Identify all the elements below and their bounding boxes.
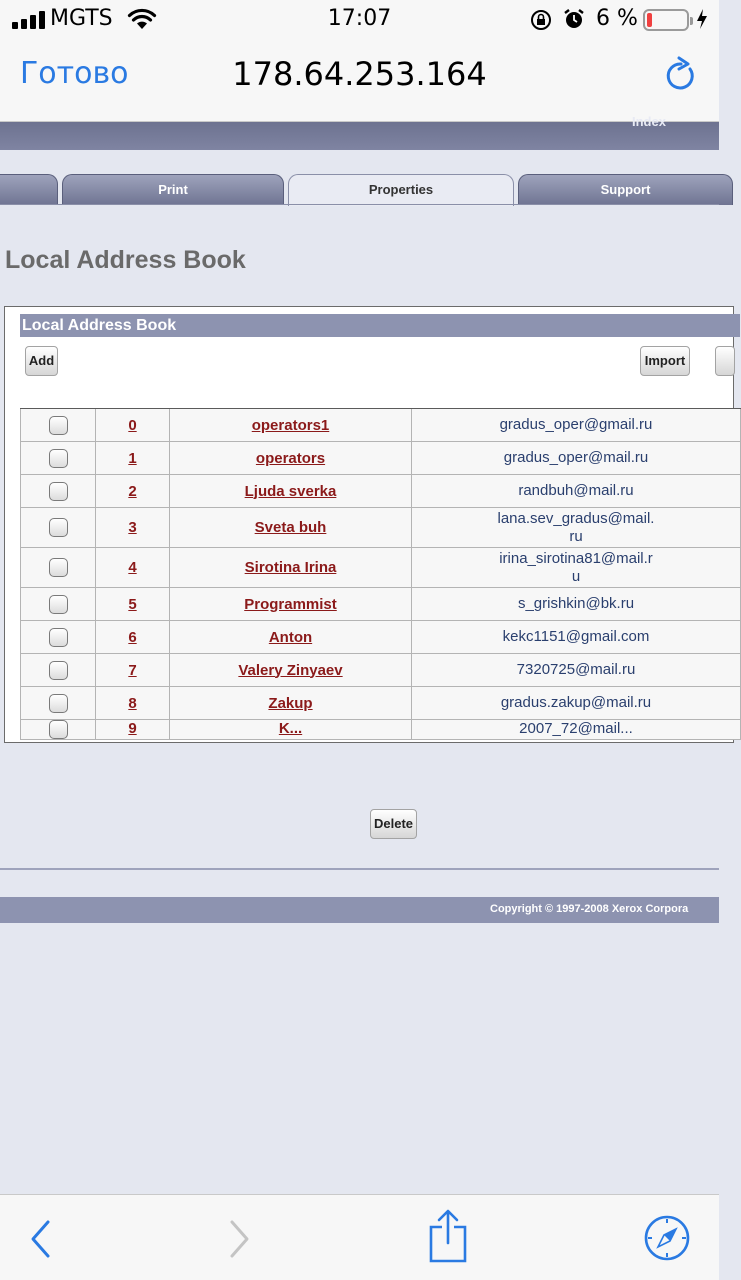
rotation-lock-icon [530,9,552,36]
web-page [0,114,719,1194]
row-checkbox[interactable] [49,628,68,647]
row-checkbox[interactable] [49,449,68,468]
entry-name-link[interactable]: Valery Zinyaev [238,661,343,679]
table-row [21,442,741,475]
entry-email: irina_sirotina81@mail.ru [499,549,653,585]
table-row [21,654,741,687]
table-row [21,475,741,508]
entry-name-link[interactable]: Programmist [244,595,337,613]
forward-arrow-icon[interactable] [226,1219,252,1264]
entry-name-link[interactable]: Anton [268,628,313,646]
alarm-icon [563,8,585,35]
add-button[interactable]: Add [25,346,58,376]
entry-index-link[interactable]: 4 [128,559,137,576]
entry-email: lana.sev_gradus@mail.ru [497,509,655,545]
import-button[interactable]: Import [640,346,690,376]
share-icon[interactable] [428,1209,468,1268]
entry-index-link[interactable]: 1 [128,449,137,467]
entry-name-link[interactable]: Ljuda sverka [244,482,337,500]
status-bar [0,0,719,40]
entry-email: gradus_oper@mail.ru [503,449,649,466]
divider [0,204,719,205]
browser-header [0,40,719,122]
row-checkbox[interactable] [49,661,68,680]
tab-properties[interactable]: Properties [288,174,514,206]
entry-name-link[interactable]: K... [278,720,303,737]
entry-email: gradus.zakup@mail.ru [500,694,652,711]
table-row [21,548,741,588]
compass-icon[interactable] [643,1214,691,1267]
copyright: Copyright © 1997-2008 Xerox Corpora [490,903,689,915]
tab-partial[interactable] [0,174,58,205]
entry-email: kekc1151@gmail.com [502,628,650,645]
entry-name-link[interactable]: operators1 [251,416,330,434]
entry-name-link[interactable]: operators [255,449,326,467]
carrier-name: MGTS [50,6,113,31]
tab-support[interactable]: Support [518,174,733,205]
delete-button[interactable]: Delete [370,809,417,839]
browser-toolbar [0,1194,719,1280]
entry-name-link[interactable]: Sveta buh [254,519,327,536]
address-title: 178.64.253.164 [232,55,487,93]
table-row [21,621,741,654]
bolt-icon [696,8,708,35]
reload-icon[interactable] [664,57,698,98]
entry-index-link[interactable]: 2 [128,482,137,500]
tab-bar [0,174,719,205]
tab-print[interactable]: Print [62,174,284,205]
table-row [21,720,741,740]
table-row [21,409,741,442]
entry-index-link[interactable]: 3 [128,519,137,536]
back-arrow-icon[interactable] [28,1219,54,1264]
entry-name-link[interactable]: Sirotina Irina [244,559,337,576]
top-band [0,114,719,150]
entry-email: randbuh@mail.ru [518,482,634,499]
row-checkbox[interactable] [49,595,68,614]
entry-index-link[interactable]: 7 [128,661,137,679]
panel-header: Local Address Book [20,314,740,337]
address-book-panel [4,306,734,743]
entry-email: 7320725@mail.ru [516,661,636,678]
row-checkbox[interactable] [49,482,68,501]
row-checkbox[interactable] [49,558,68,577]
done-button[interactable]: Готово [20,56,129,91]
entry-index-link[interactable]: 5 [128,595,137,613]
address-table [20,408,740,736]
battery-icon [643,9,689,31]
row-checkbox[interactable] [49,416,68,435]
table-row [21,508,741,548]
row-checkbox[interactable] [49,720,68,739]
entry-email: s_grishkin@bk.ru [517,595,635,612]
more-button[interactable] [715,346,735,376]
divider [0,868,719,870]
table-row [21,687,741,720]
row-checkbox[interactable] [49,694,68,713]
entry-index-link[interactable]: 9 [128,720,137,737]
entry-index-link[interactable]: 6 [128,628,137,646]
clock: 17:07 [327,6,392,31]
footer-band [0,897,719,923]
battery-percent: 6 % [596,6,638,31]
entry-index-link[interactable]: 0 [128,416,137,434]
entry-email: gradus_oper@gmail.ru [499,416,653,433]
entry-index-link[interactable]: 8 [128,694,137,712]
entry-email: 2007_72@mail... [519,720,633,737]
entry-name-link[interactable]: Zakup [268,694,313,712]
row-checkbox[interactable] [49,518,68,537]
table-row [21,588,741,621]
index-link[interactable]: Index [632,114,666,129]
page-title: Local Address Book [5,246,246,274]
